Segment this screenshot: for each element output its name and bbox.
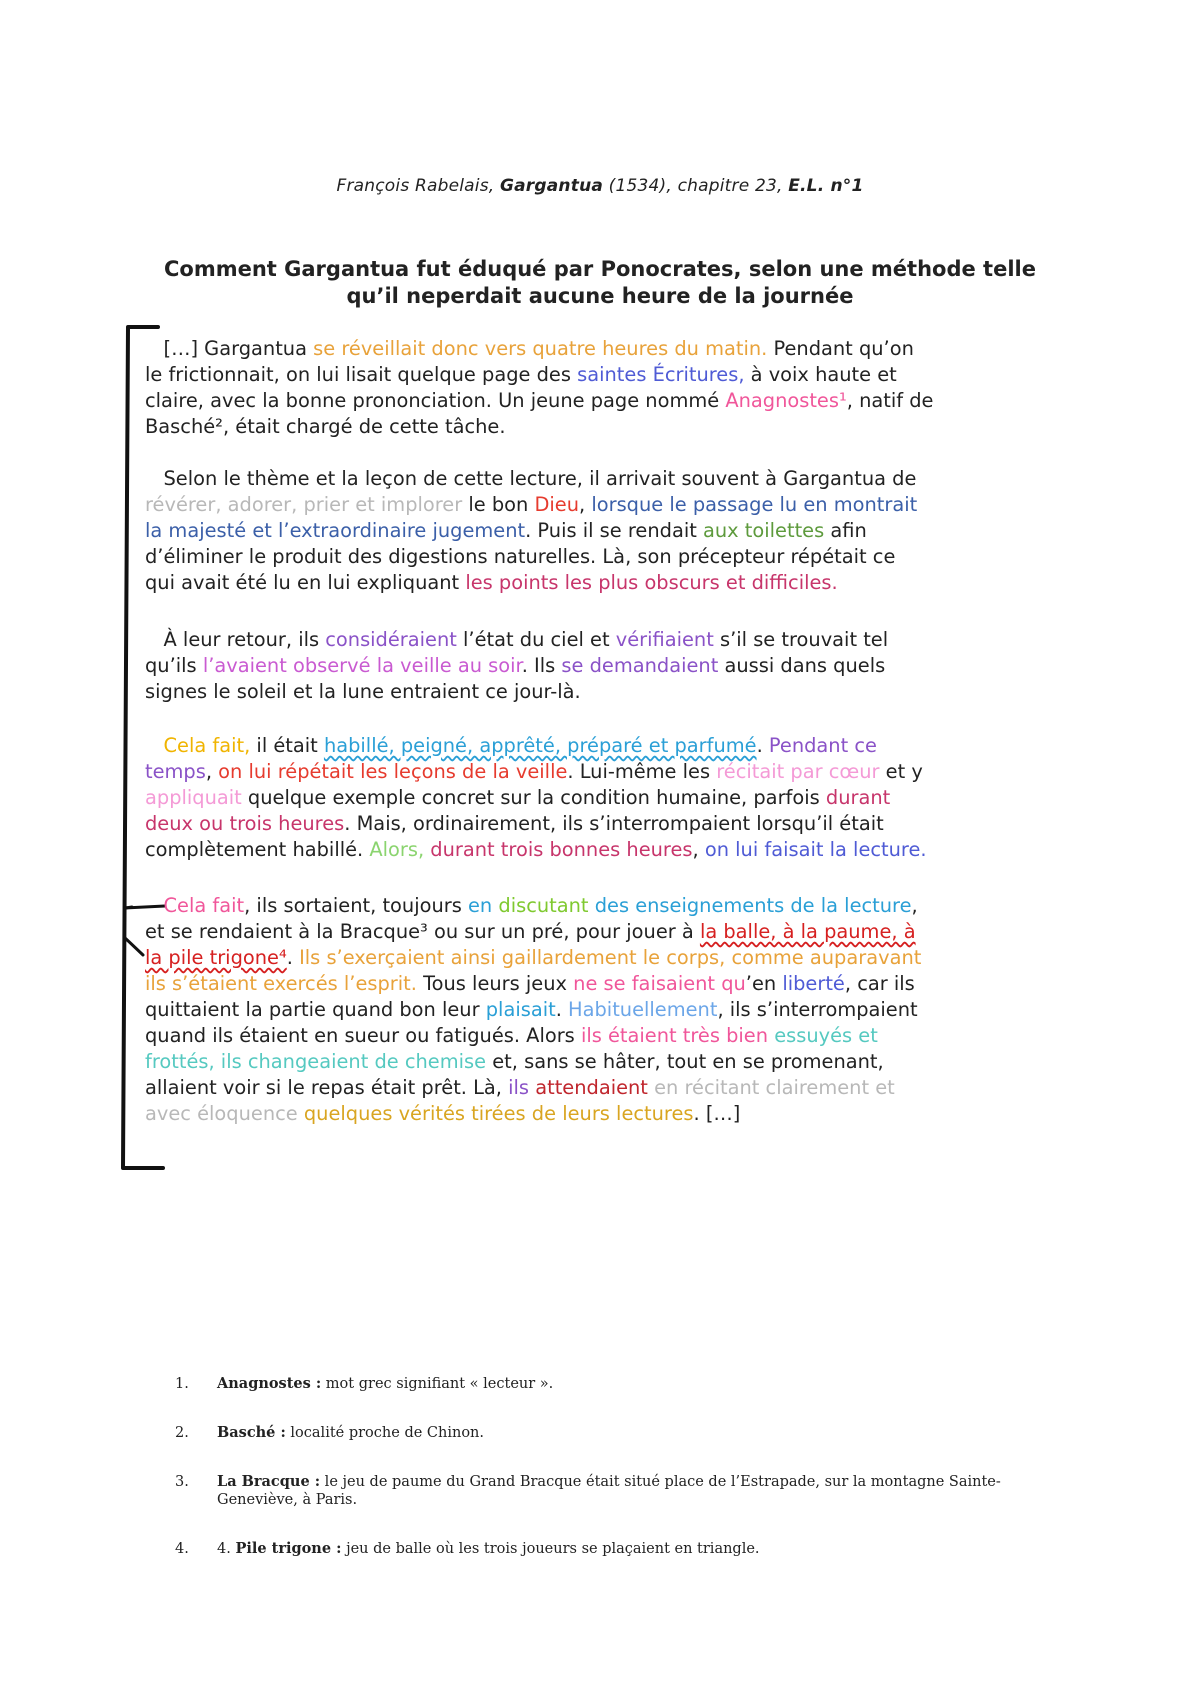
text-segment: et, sans se hâter, tout en se promenant, allaient voir si le repas était prêt. Là, <box>145 1050 884 1099</box>
footnote-number: 4. <box>175 1541 189 1557</box>
text-segment: et y <box>885 760 923 783</box>
footnote-term: Pile trigone : <box>235 1540 342 1557</box>
highlighted-phrase: on lui faisait la lecture. <box>704 838 927 861</box>
highlighted-phrase: aux toilettes <box>702 519 825 542</box>
highlighted-phrase: Cela fait, <box>163 734 251 757</box>
footnote-term: Basché : <box>217 1424 286 1441</box>
footnote <box>175 1375 1075 1393</box>
text-segment: le bon <box>462 493 535 516</box>
text-segment: à voix haute et claire, avec la bonne prononciation. Un jeune page nommé <box>145 363 897 412</box>
highlighted-phrase: Cela fait <box>163 894 245 917</box>
text-segment: À leur retour, ils <box>145 628 326 651</box>
highlighted-phrase: en récitant clairement et avec éloquence <box>145 1076 895 1125</box>
highlighted-phrase: saintes Écritures, <box>577 363 745 386</box>
paragraph-2 <box>145 466 1070 596</box>
highlighted-phrase: habillé, peigné, apprêté, préparé et parfumé <box>323 734 757 757</box>
footnote <box>175 1424 1075 1442</box>
text-segment: , ils s’interrompaient quand ils étaient en sueur ou fatigués. Alors <box>145 998 918 1047</box>
work-date: (1534), chapitre 23, <box>603 176 789 196</box>
highlighted-phrase: Dieu <box>534 493 580 516</box>
text-segment: afin d’éliminer le produit des digestions naturelles. Là, son précepteur répétait ce qui avait été lu en lui expliquant <box>145 519 896 594</box>
highlighted-phrase: on lui répétait les leçons de la veille <box>218 760 568 783</box>
text-segment: , ils sortaient, toujours <box>244 894 468 917</box>
text-segment: . Lui-même les <box>567 760 717 783</box>
paragraph-4 <box>145 733 1070 863</box>
highlighted-phrase: ne se faisaient qu <box>573 972 746 995</box>
work-title: Gargantua <box>499 176 604 196</box>
text-segment: . Mais, ordinairement, ils s’interrompaient lorsqu’il était complètement habillé. <box>145 812 884 861</box>
text-segment: , <box>692 838 705 861</box>
text-segment: ’en <box>745 972 783 995</box>
highlighted-phrase: la balle, à la paume, à la pile trigone⁴ <box>145 920 916 969</box>
text-reference: E.L. n°1 <box>788 176 864 196</box>
text-segment: l’état du ciel et <box>456 628 616 651</box>
highlighted-phrase: Alors, <box>369 838 425 861</box>
footnote <box>175 1473 1075 1509</box>
highlighted-phrase: lorsque le passage lu en montrait la majesté et l’extraordinaire jugement <box>145 493 918 542</box>
text-segment: . <box>756 734 769 757</box>
author-name: François Rabelais, <box>336 176 500 196</box>
footnote-number: 2. <box>175 1425 189 1441</box>
footnote-number: 3. <box>175 1474 189 1490</box>
text-segment: . Ils <box>521 654 562 677</box>
text-segment: Selon le thème et la leçon de cette lecture, il arrivait souvent à Gargantua de <box>163 467 917 490</box>
footnote-term: Anagnostes : <box>217 1375 322 1392</box>
paragraph-5 <box>145 893 1070 1127</box>
highlighted-phrase: durant deux ou trois heures <box>145 786 891 835</box>
highlighted-phrase: quelques vérités tirées de leurs lectures <box>303 1102 694 1125</box>
footnote-text: localité proche de Chinon. <box>285 1425 484 1441</box>
highlighted-phrase: liberté <box>782 972 845 995</box>
text-segment: , et se rendaient à la Bracque³ ou sur un pré, pour jouer à <box>145 894 918 943</box>
footnote <box>175 1540 1075 1558</box>
text-segment: , car ils quittaient la partie quand bon leur <box>145 972 915 1021</box>
footnote-term: La Bracque : <box>217 1473 321 1490</box>
highlighted-phrase: durant trois bonnes heures <box>430 838 693 861</box>
highlighted-phrase: se réveillait donc vers quatre heures du matin. <box>313 337 768 360</box>
text-segment: Pendant qu’on le frictionnait, on lui lisait quelque page des <box>145 337 914 386</box>
highlighted-phrase: révérer, adorer, prier et implorer <box>145 493 463 516</box>
text-segment: . <box>555 998 569 1021</box>
footnote-text: mot grec signifiant « lecteur ». <box>321 1376 554 1392</box>
text-segment: . […] <box>693 1102 741 1125</box>
text-segment: . Puis il se rendait <box>525 519 703 542</box>
paragraph-3 <box>145 627 1070 705</box>
highlighted-phrase: ils <box>508 1076 530 1099</box>
highlighted-phrase: considéraient <box>325 628 457 651</box>
text-segment <box>145 734 164 757</box>
text-segment: s’il se trouvait tel qu’ils <box>145 628 889 677</box>
highlighted-phrase: récitait par cœur <box>716 760 880 783</box>
chapter-title-line-1: Comment Gargantua fut éduqué par Ponocrates, selon une méthode telle <box>164 257 1036 281</box>
text-segment: , <box>205 760 219 783</box>
highlighted-phrase: les points les plus obscurs et difficiles. <box>465 571 838 594</box>
highlighted-phrase: ils étaient très bien <box>580 1024 769 1047</box>
highlighted-phrase: discutant <box>498 894 589 917</box>
text-segment: […] Gargantua <box>145 337 314 360</box>
highlighted-phrase: se demandaient <box>561 654 719 677</box>
highlighted-phrase: Pendant ce temps <box>145 734 877 783</box>
paragraph-1 <box>145 336 1070 440</box>
highlighted-phrase: en <box>467 894 493 917</box>
highlighted-phrase: Anagnostes¹ <box>725 389 847 412</box>
highlighted-phrase: Ils s’exerçaient ainsi gaillardement le corps, comme auparavant ils s’étaient exercés l’esprit. <box>145 946 922 995</box>
text-segment: . <box>286 946 300 969</box>
highlighted-phrase: appliquait <box>145 786 242 809</box>
footnote-number: 1. <box>175 1376 189 1392</box>
chapter-title-line-2: qu’il neperdait aucune heure de la journée <box>346 284 854 308</box>
footnote-prefix: 4. <box>217 1541 236 1557</box>
footnotes <box>175 1375 1075 1589</box>
text-segment: , natif de Basché², était chargé de cette tâche. <box>145 389 934 438</box>
text-segment: il était <box>250 734 324 757</box>
highlighted-phrase: vérifiaient <box>615 628 714 651</box>
highlighted-phrase: attendaient <box>535 1076 648 1099</box>
highlighted-phrase: la veille au soir <box>376 654 522 677</box>
text-segment: , <box>579 493 592 516</box>
footnote-text: jeu de balle où les trois joueurs se plaçaient en triangle. <box>341 1541 760 1557</box>
highlighted-phrase: plaisait <box>485 998 556 1021</box>
highlighted-phrase: Habituellement <box>568 998 718 1021</box>
footnote-text: le jeu de paume du Grand Bracque était situé place de l’Estrapade, sur la montagne Sainte-Geneviève, à Paris. <box>217 1474 1001 1508</box>
text-segment: aussi dans quels signes le soleil et la lune entraient ce jour-là. <box>145 654 886 703</box>
highlighted-phrase: l’avaient observé <box>202 654 371 677</box>
highlighted-phrase: des enseignements de la lecture <box>594 894 912 917</box>
text-segment: Tous leurs jeux <box>416 972 574 995</box>
text-segment: quelque exemple concret sur la condition humaine, parfois <box>241 786 826 809</box>
highlighted-phrase: essuyés et frottés, ils changeaient de chemise <box>145 1024 878 1073</box>
text-segment <box>145 894 164 917</box>
